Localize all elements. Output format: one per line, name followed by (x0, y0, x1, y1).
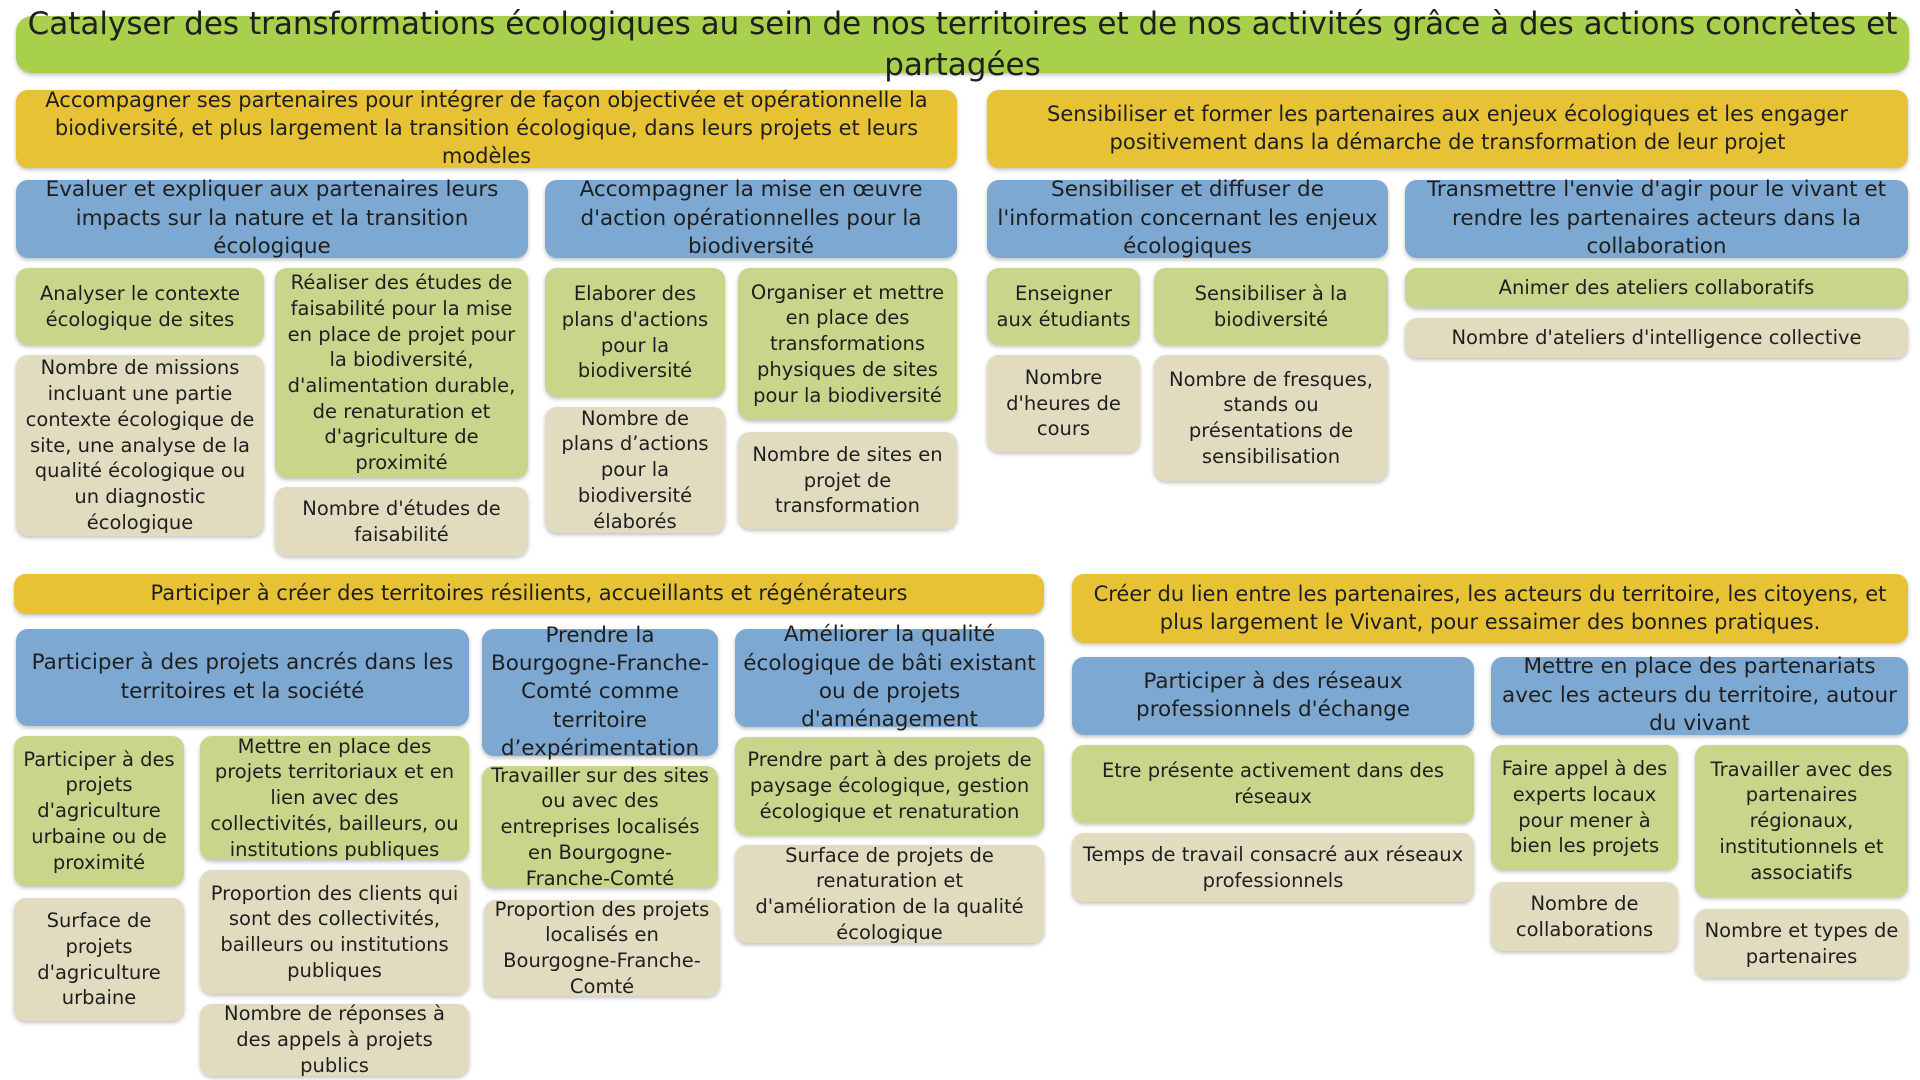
main-title: Catalyser des transformations écologiques au sein de nos territoires et de nos activités grâce à des actions concrètes et partagées (16, 16, 1909, 73)
sub-objective-1-2: Accompagner la mise en œuvre d'action opérationnelles pour la biodiversité (545, 180, 957, 258)
sub-objective-3-1: Participer à des projets ancrés dans les territoires et la société (16, 629, 469, 726)
indicator-nombre-missions: Nombre de missions incluant une partie contexte écologique de site, une analyse de la qualité écologique ou un diagnostic écologique (16, 355, 264, 536)
action-etudes-faisabilite: Réaliser des études de faisabilité pour la mise en place de projet pour la biodiversité, d'alimentation durable, de renaturation et d'agriculture de proximité (275, 268, 528, 478)
objective-4: Créer du lien entre les partenaires, les acteurs du territoire, les citoyens, et plus largement le Vivant, pour essaimer des bonnes pratiques. (1072, 574, 1908, 643)
sub-objective-3-3: Améliorer la qualité écologique de bâti existant ou de projets d'aménagement (735, 629, 1044, 727)
indicator-surface-agriculture: Surface de projets d'agriculture urbaine (14, 898, 184, 1021)
action-enseigner-etudiants: Enseigner aux étudiants (987, 268, 1140, 345)
action-presente-reseaux: Etre présente activement dans des réseaux (1072, 745, 1474, 823)
action-paysage-ecologique: Prendre part à des projets de paysage écologique, gestion écologique et renaturation (735, 737, 1044, 835)
sub-objective-3-2: Prendre la Bourgogne-Franche-Comté comme territoire d’expérimentation (482, 629, 718, 756)
action-plans-actions: Elaborer des plans d'actions pour la biodiversité (545, 268, 725, 397)
indicator-types-partenaires: Nombre et types de partenaires (1695, 909, 1908, 978)
action-projets-territoriaux: Mettre en place des projets territoriaux et en lien avec des collectivités, bailleurs, ou institutions publiques (200, 736, 469, 860)
sub-objective-2-2: Transmettre l'envie d'agir pour le vivant et rendre les partenaires acteurs dans la collaboration (1405, 180, 1908, 258)
action-experts-locaux: Faire appel à des experts locaux pour mener à bien les projets (1491, 745, 1678, 870)
sub-objective-2-1: Sensibiliser et diffuser de l'information concernant les enjeux écologiques (987, 180, 1388, 258)
sub-objective-1-1: Evaluer et expliquer aux partenaires leurs impacts sur la nature et la transition écologique (16, 180, 528, 258)
objective-3: Participer à créer des territoires résilients, accueillants et régénérateurs (14, 574, 1044, 614)
indicator-ateliers-intelligence: Nombre d'ateliers d'intelligence collective (1405, 318, 1908, 358)
action-travailler-bfc: Travailler sur des sites ou avec des entreprises localisés en Bourgogne-Franche-Comté (482, 766, 718, 888)
action-partenaires-regionaux: Travailler avec des partenaires régionaux, institutionnels et associatifs (1695, 745, 1908, 897)
indicator-proportion-projets-bfc: Proportion des projets localisés en Bourgogne-Franche-Comté (484, 900, 720, 996)
action-agriculture-urbaine: Participer à des projets d'agriculture urbaine ou de proximité (14, 736, 184, 886)
indicator-temps-reseaux: Temps de travail consacré aux réseaux professionnels (1072, 833, 1474, 902)
indicator-appels-projets: Nombre de réponses à des appels à projets publics (200, 1004, 469, 1076)
sub-objective-4-2: Mettre en place des partenariats avec les acteurs du territoire, autour du vivant (1491, 657, 1908, 735)
indicator-nombre-plans: Nombre de plans d’actions pour la biodiversité élaborés (545, 407, 725, 533)
action-ateliers-collaboratifs: Animer des ateliers collaboratifs (1405, 268, 1908, 308)
objective-2: Sensibiliser et former les partenaires aux enjeux écologiques et les engager positivement dans la démarche de transformation de leur projet (987, 90, 1908, 168)
indicator-fresques-stands: Nombre de fresques, stands ou présentations de sensibilisation (1154, 355, 1388, 481)
indicator-nombre-etudes: Nombre d'études de faisabilité (275, 487, 528, 556)
action-sensibiliser-biodiversite: Sensibiliser à la biodiversité (1154, 268, 1388, 345)
sub-objective-4-1: Participer à des réseaux professionnels d'échange (1072, 657, 1474, 735)
indicator-heures-cours: Nombre d'heures de cours (987, 355, 1140, 452)
indicator-nombre-sites: Nombre de sites en projet de transformation (738, 432, 957, 529)
action-transformations-sites: Organiser et mettre en place des transformations physiques de sites pour la biodiversité (738, 268, 957, 420)
indicator-nombre-collaborations: Nombre de collaborations (1491, 882, 1678, 951)
objective-1: Accompagner ses partenaires pour intégrer de façon objectivée et opérationnelle la biodiversité, et plus largement la transition écologique, dans leurs projets et leurs modèles (16, 90, 957, 168)
indicator-surface-renaturation: Surface de projets de renaturation et d'amélioration de la qualité écologique (735, 845, 1044, 943)
action-analyser-contexte: Analyser le contexte écologique de sites (16, 268, 264, 345)
indicator-proportion-clients: Proportion des clients qui sont des collectivités, bailleurs ou institutions publiques (200, 870, 469, 994)
